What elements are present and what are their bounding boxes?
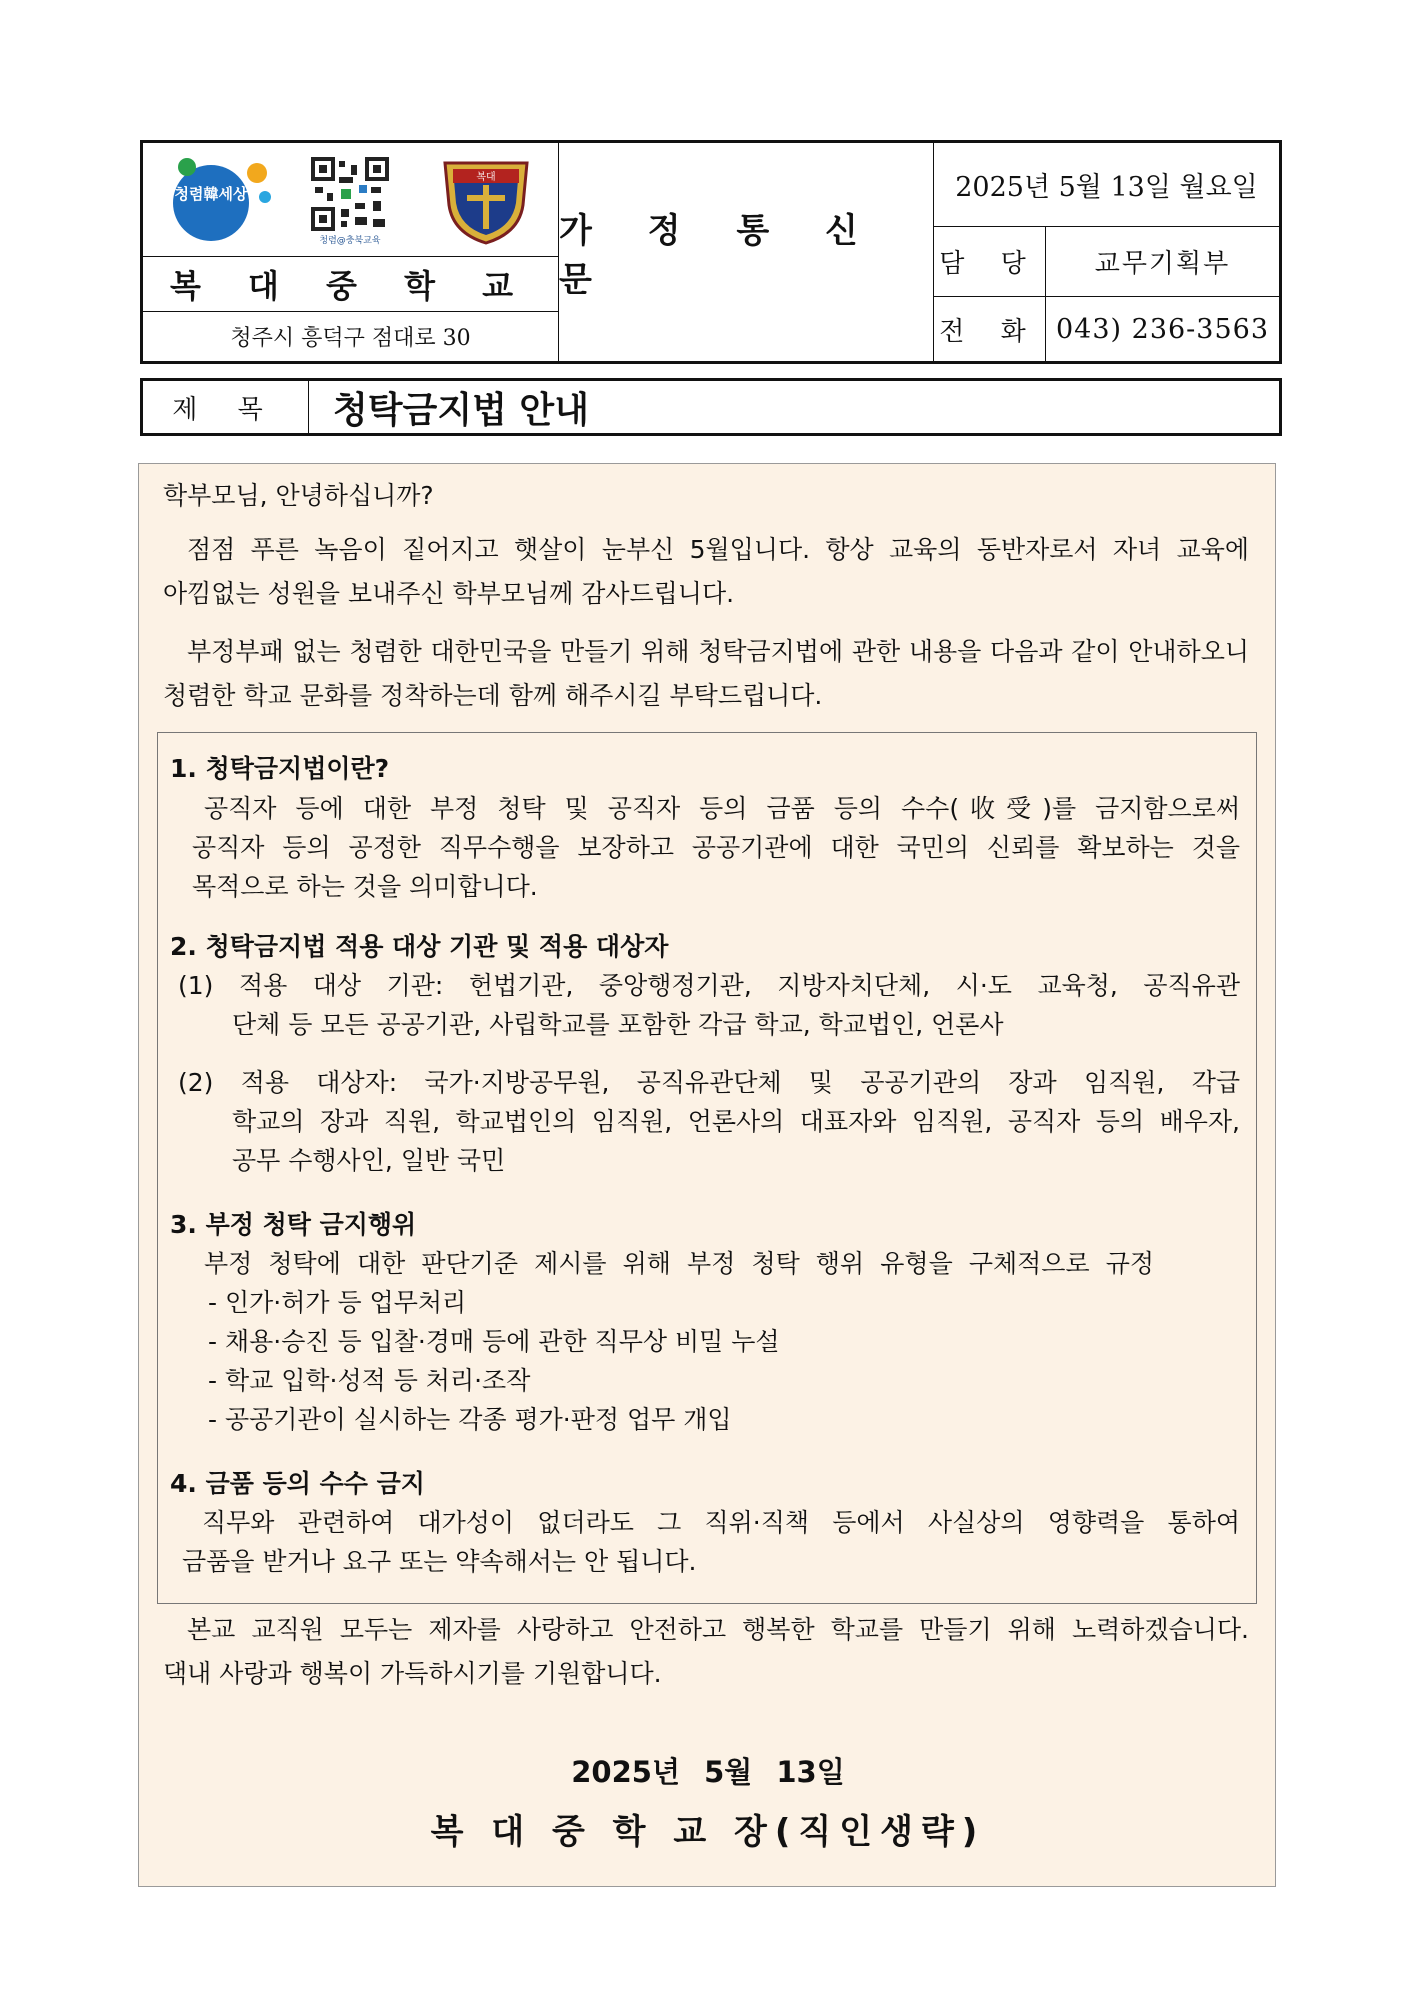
qr-code — [311, 157, 389, 249]
law-summary-box — [157, 732, 1257, 1604]
signature-name: 복 대 중 학 교 장(직인생략) — [430, 1812, 986, 1852]
intro-paragraph-line: 점점 푸른 녹음이 짙어지고 햇살이 눈부신 5월입니다. 항상 교육의 동반자로서 자녀 교육에 — [187, 535, 1249, 564]
letter-body — [138, 463, 1276, 1887]
emblem-text: 복대 — [476, 172, 496, 183]
newsletter-header-table — [140, 140, 1282, 364]
section-2-item-2-line: 공무 수행사인, 일반 국민 — [232, 1146, 506, 1175]
logo-area — [143, 143, 559, 257]
newsletter-title: 가 정 통 신 문 — [559, 211, 880, 300]
subject-label: 제 목 — [143, 381, 309, 433]
purpose-paragraph-line: 청렴한 학교 문화를 정착하는데 함께 해주시길 부탁드립니다. — [163, 681, 823, 710]
section-2-item-1-line: 단체 등 모든 공공기관, 사립학교를 포함한 각급 학교, 학교법인, 언론사 — [232, 1010, 1004, 1039]
newsletter-title-cell — [559, 143, 934, 361]
closing-line: 본교 교직원 모두는 제자를 사랑하고 안전하고 행복한 학교를 만들기 위해 노력하겠습니다. — [187, 1615, 1249, 1644]
section-2-item-1-line: (1) 적용 대상 기관: 헌법기관, 중앙행정기관, 지방자치단체, 시·도 교육청, 공직유관 — [178, 971, 1240, 1000]
subject-row — [140, 378, 1282, 436]
section-4-heading: 4. 금품 등의 수수 금지 — [170, 1469, 425, 1498]
intro-paragraph-line: 아낌없는 성원을 보내주신 학부모님께 감사드립니다. — [163, 579, 735, 608]
address-cell — [143, 312, 559, 361]
school-name-cell — [143, 257, 559, 312]
clean-world-logo — [165, 151, 283, 247]
phone-label-cell — [934, 297, 1046, 361]
closing-line: 댁내 사랑과 행복이 가득하시기를 기원합니다. — [163, 1659, 662, 1688]
section-3-bullet: - 학교 입학·성적 등 처리·조작 — [208, 1366, 531, 1395]
section-2-heading: 2. 청탁금지법 적용 대상 기관 및 적용 대상자 — [170, 932, 669, 961]
school-name: 복 대 중 학 교 — [169, 267, 532, 305]
phone-value: 043) 236-3563 — [1055, 313, 1270, 345]
section-1-heading: 1. 청탁금지법이란? — [170, 754, 390, 783]
section-4-line: 금품을 받거나 요구 또는 약속해서는 안 됩니다. — [182, 1547, 697, 1576]
section-3-intro: 부정 청탁에 대한 판단기준 제시를 위해 부정 청탁 행위 유형을 구체적으로 규정 — [204, 1249, 1154, 1278]
section-1-line: 공직자 등에 대한 부정 청탁 및 공직자 등의 금품 등의 수수(收受)를 금지함으로써 — [204, 794, 1240, 823]
manager-label: 담 당 — [939, 249, 1040, 279]
section-3-heading: 3. 부정 청탁 금지행위 — [170, 1210, 417, 1239]
date-cell — [934, 143, 1279, 227]
logo-clean-text: 청렴韓세상 — [174, 185, 248, 203]
section-2-item-2-line: (2) 적용 대상자: 국가·지방공무원, 공직유관단체 및 공공기관의 장과 임직원, 각급 — [178, 1068, 1240, 1097]
issue-date: 2025년 5월 13일 월요일 — [955, 172, 1258, 203]
section-3-bullet: - 채용·승진 등 입찰·경매 등에 관한 직무상 비밀 누설 — [208, 1327, 780, 1356]
purpose-paragraph-line: 부정부패 없는 청렴한 대한민국을 만들기 위해 청탁금지법에 관한 내용을 다음과 같이 안내하오니 — [187, 637, 1249, 666]
section-1-line: 목적으로 하는 것을 의미합니다. — [192, 872, 538, 901]
manager-label-cell — [934, 227, 1046, 297]
greeting: 학부모님, 안녕하십니까? — [163, 481, 434, 510]
manager-value: 교무기획부 — [1094, 249, 1231, 279]
school-address: 청주시 흥덕구 점대로 30 — [230, 326, 471, 351]
section-3-bullet: - 공공기관이 실시하는 각종 평가·판정 업무 개입 — [208, 1405, 732, 1434]
section-3-bullet: - 인가·허가 등 업무처리 — [208, 1288, 467, 1317]
phone-label: 전 화 — [939, 316, 1040, 347]
section-1-line: 공직자 등의 공정한 직무수행을 보장하고 공공기관에 대한 국민의 신뢰를 확보하는 것을 — [192, 833, 1240, 862]
phone-value-cell — [1046, 297, 1279, 361]
qr-caption: 청렴@충북교육 — [319, 236, 381, 246]
section-4-line: 직무와 관련하여 대가성이 없더라도 그 직위·직책 등에서 사실상의 영향력을 통하여 — [202, 1508, 1240, 1537]
subject-title: 청탁금지법 안내 — [333, 389, 589, 431]
school-emblem — [439, 153, 533, 247]
manager-value-cell — [1046, 227, 1279, 297]
section-2-item-2-line: 학교의 장과 직원, 학교법인의 임직원, 언론사의 대표자와 임직원, 공직자 등의 배우자, — [232, 1107, 1240, 1136]
signature-date: 2025년 5월 13일 — [571, 1755, 845, 1789]
